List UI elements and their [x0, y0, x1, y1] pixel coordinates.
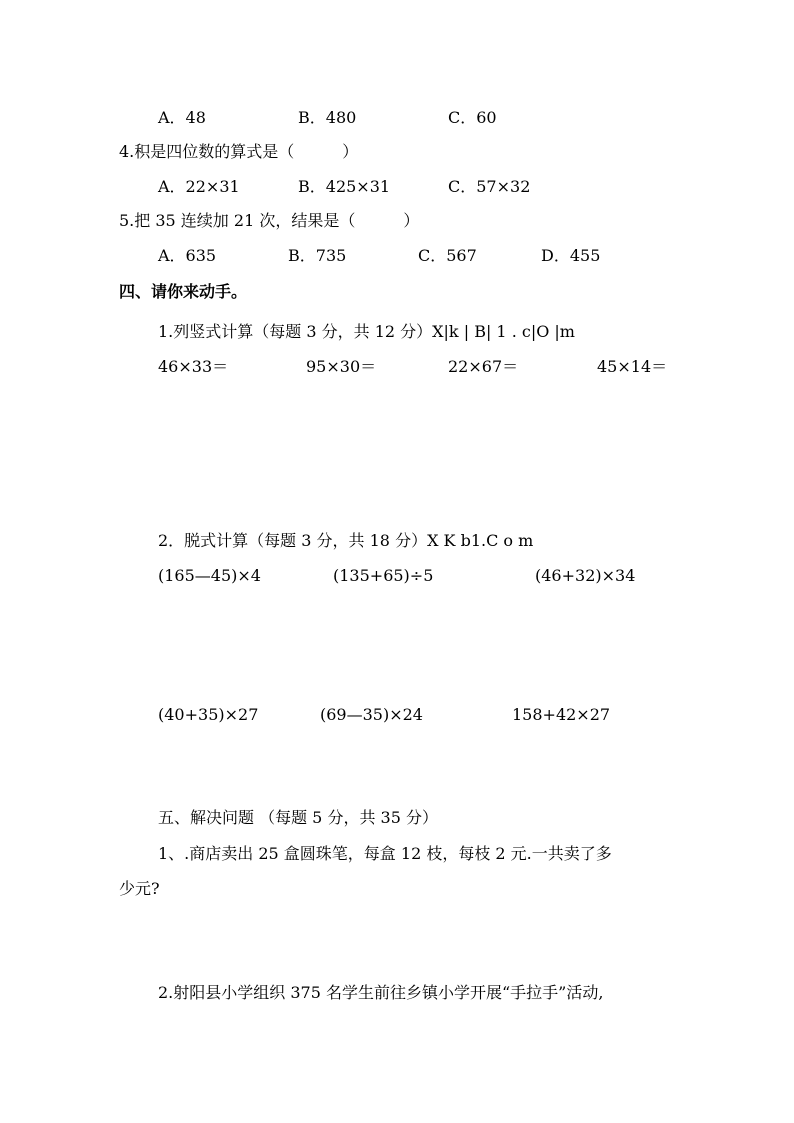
q5-option-d: D．455 — [541, 246, 601, 265]
step-calc-item-2: (135+65)÷5 — [333, 566, 434, 585]
section5-title: 五、解决问题 （每题 5 分，共 35 分） — [158, 808, 438, 827]
q3-option-b: B．480 — [298, 108, 357, 127]
vertical-calc-item-4: 45×14＝ — [597, 357, 668, 376]
q5-option-a: A．635 — [158, 246, 217, 265]
section4-part2-title: 2．脱式计算（每题 3 分，共 18 分）X K b1.C o m — [158, 531, 534, 550]
vertical-calc-item-3: 22×67＝ — [448, 357, 519, 376]
vertical-calc-item-2: 95×30＝ — [306, 357, 377, 376]
q5-stem: 5.把 35 连续加 21 次，结果是（ ） — [119, 211, 420, 230]
section4-title: 四、请你来动手。 — [119, 282, 248, 301]
q3-option-c: C．60 — [448, 108, 497, 127]
problem-2-line-1: 2.射阳县小学组织 375 名学生前往乡镇小学开展“手拉手”活动, — [158, 983, 604, 1002]
step-calc-item-4: (40+35)×27 — [158, 705, 259, 724]
problem-1-line-1: 1、.商店卖出 25 盒圆珠笔，每盒 12 枝，每枝 2 元.一共卖了多 — [158, 844, 612, 863]
step-calc-item-6: 158+42×27 — [512, 705, 611, 724]
section4-part1-title: 1.列竖式计算（每题 3 分，共 12 分）X|k | B| 1 . c|O |m — [158, 322, 575, 341]
step-calc-item-5: (69—35)×24 — [320, 705, 423, 724]
q3-option-a: A．48 — [158, 108, 206, 127]
q5-option-b: B．735 — [288, 246, 347, 265]
q5-option-c: C．567 — [418, 246, 477, 265]
q4-stem: 4.积是四位数的算式是（ ） — [119, 142, 359, 161]
q4-option-c: C．57×32 — [448, 177, 531, 196]
vertical-calc-item-1: 46×33＝ — [158, 357, 229, 376]
q4-option-b: B．425×31 — [298, 177, 391, 196]
q4-option-a: A．22×31 — [158, 177, 240, 196]
problem-1-line-2: 少元? — [119, 879, 160, 898]
step-calc-item-1: (165—45)×4 — [158, 566, 261, 585]
step-calc-item-3: (46+32)×34 — [535, 566, 636, 585]
